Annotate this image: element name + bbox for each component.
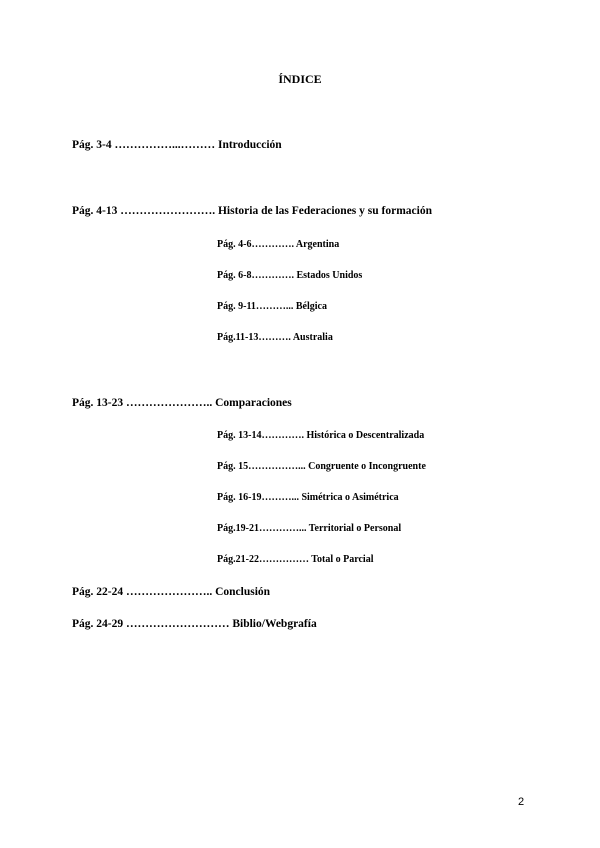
toc-subentry-australia: Pág.11-13………. Australia (217, 332, 333, 343)
toc-subentry-estados-unidos: Pág. 6-8…………. Estados Unidos (217, 270, 363, 281)
toc-subentry-argentina: Pág. 4-6…………. Argentina (217, 239, 340, 250)
toc-entry-historia: Pág. 4-13 ……………………. Historia de las Federaciones y su formación (72, 205, 432, 217)
toc-subentry-historica: Pág. 13-14…………. Histórica o Descentralizada (217, 430, 425, 441)
toc-subentry-territorial: Pág.19-21…………... Territorial o Personal (217, 523, 402, 534)
toc-subentry-congruente: Pág. 15……………... Congruente o Incongruente (217, 461, 426, 472)
page-title: ÍNDICE (278, 72, 322, 86)
toc-subentry-belgica: Pág. 9-11………... Bélgica (217, 301, 327, 312)
toc-entry-comparaciones: Pág. 13-23 ………………….. Comparaciones (72, 397, 292, 409)
toc-subentry-total: Pág.21-22…………… Total o Parcial (217, 554, 374, 565)
toc-entry-conclusion: Pág. 22-24 ………………….. Conclusión (72, 586, 271, 598)
page-number: 2 (518, 796, 525, 808)
toc-entry-bibliografia: Pág. 24-29 ……………………… Biblio/Webgrafía (72, 618, 317, 630)
toc-entry-introduccion: Pág. 3-4 ……………...……… Introducción (72, 139, 282, 151)
toc-subentry-simetrica: Pág. 16-19………... Simétrica o Asimétrica (217, 492, 399, 503)
